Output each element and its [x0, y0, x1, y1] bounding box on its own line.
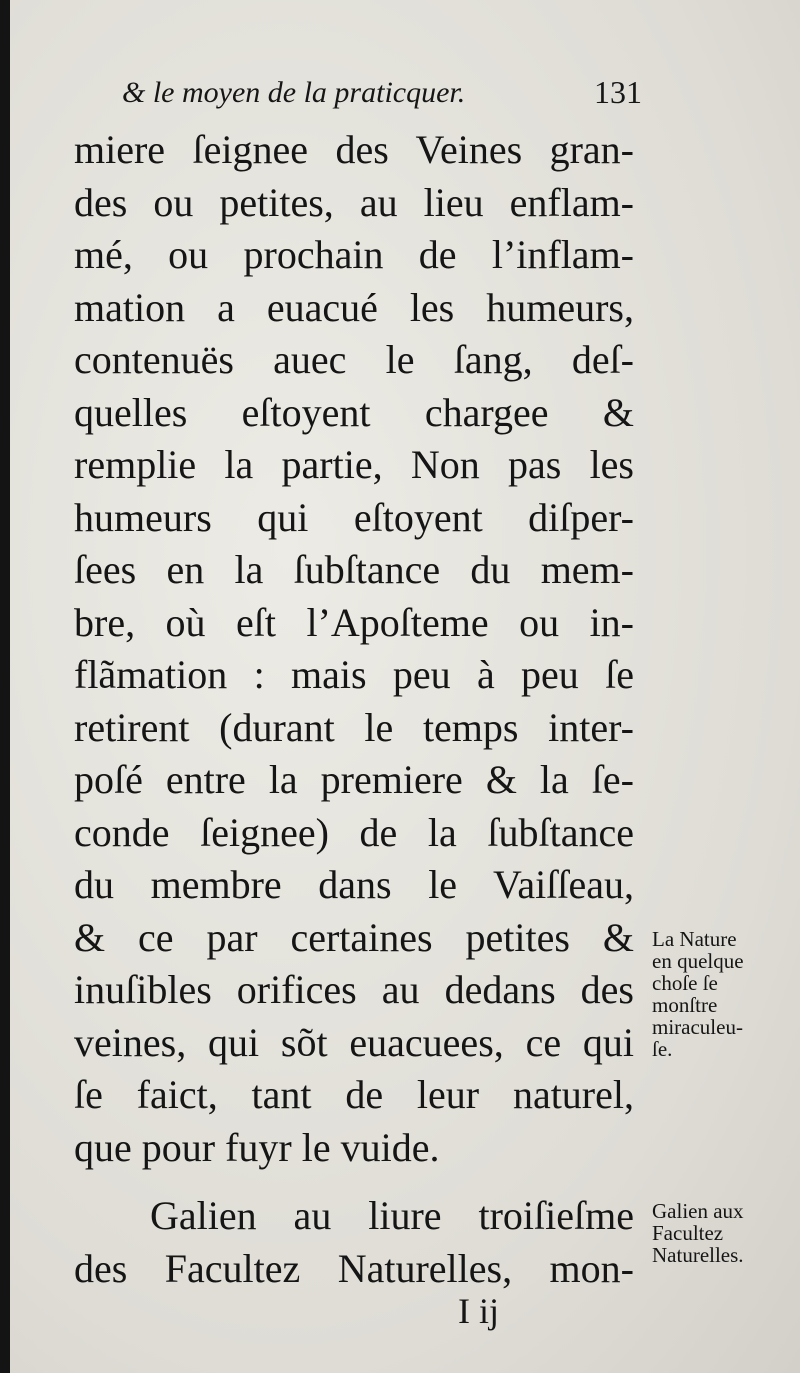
paragraph-gap	[74, 1174, 634, 1190]
text-line: & ce par certaines petites &	[74, 914, 634, 960]
running-title: & le moyen de la praticquer.	[122, 76, 466, 109]
main-text	[74, 124, 634, 1295]
text-line: mation a euacué les humeurs,	[74, 284, 634, 330]
marginal-line: en quelque	[652, 949, 744, 973]
text-line: bre, où eſt l’Apoſteme ou in-	[74, 599, 634, 645]
text-line: quelles eſtoyent chargee &	[74, 389, 634, 435]
page-number: 131	[594, 74, 642, 110]
text-line: veines, qui sõt euacuees, ce qui	[74, 1019, 634, 1065]
marginal-line: Galien aux	[652, 1199, 744, 1223]
text-line: inuſibles orifices au dedans des	[74, 967, 634, 1012]
marginal-note-nature	[652, 928, 792, 1060]
text-line: mé, ou prochain de l’inflam-	[74, 232, 634, 277]
text-line: contenuës auec le ſang, deſ-	[74, 337, 634, 382]
text-line: des ou petites, au lieu enflam-	[74, 179, 634, 225]
running-head	[122, 70, 642, 120]
text-line: Galien au liure troiſieſme	[150, 1193, 634, 1238]
text-line: du membre dans le Vaiſſeau,	[74, 862, 634, 907]
signature-mark: I ij	[458, 1291, 499, 1331]
text-line: remplie la partie, Non pas les	[74, 442, 634, 487]
text-line: humeurs qui eſtoyent diſper-	[74, 494, 634, 540]
marginal-note-galien	[652, 1200, 792, 1266]
text-line: miere ſeignee des Veines gran-	[74, 127, 634, 172]
text-line: flãmation : mais peu à peu ſe	[74, 652, 634, 697]
text-line: retirent (durant le temps inter-	[74, 704, 634, 750]
book-page	[10, 0, 800, 1373]
marginal-line: miraculeu-	[652, 1015, 743, 1039]
marginal-line: Naturelles.	[652, 1243, 744, 1267]
text-line: ſe faict, tant de leur naturel,	[74, 1072, 634, 1117]
text-line: ſees en la ſubſtance du mem-	[74, 547, 634, 592]
text-line: que pour fuyr le vuide.	[74, 1124, 440, 1170]
text-line: des Facultez Naturelles, mon-	[74, 1245, 634, 1291]
marginal-line: ſe.	[652, 1037, 673, 1061]
marginal-line: monſtre	[652, 993, 718, 1017]
marginal-line: La Nature	[652, 927, 737, 951]
text-line: conde ſeignee) de la ſubſtance	[74, 809, 634, 855]
marginal-line: choſe ſe	[652, 971, 718, 995]
text-line: poſé entre la premiere & la ſe-	[74, 757, 634, 802]
marginal-line: Facultez	[652, 1221, 724, 1245]
